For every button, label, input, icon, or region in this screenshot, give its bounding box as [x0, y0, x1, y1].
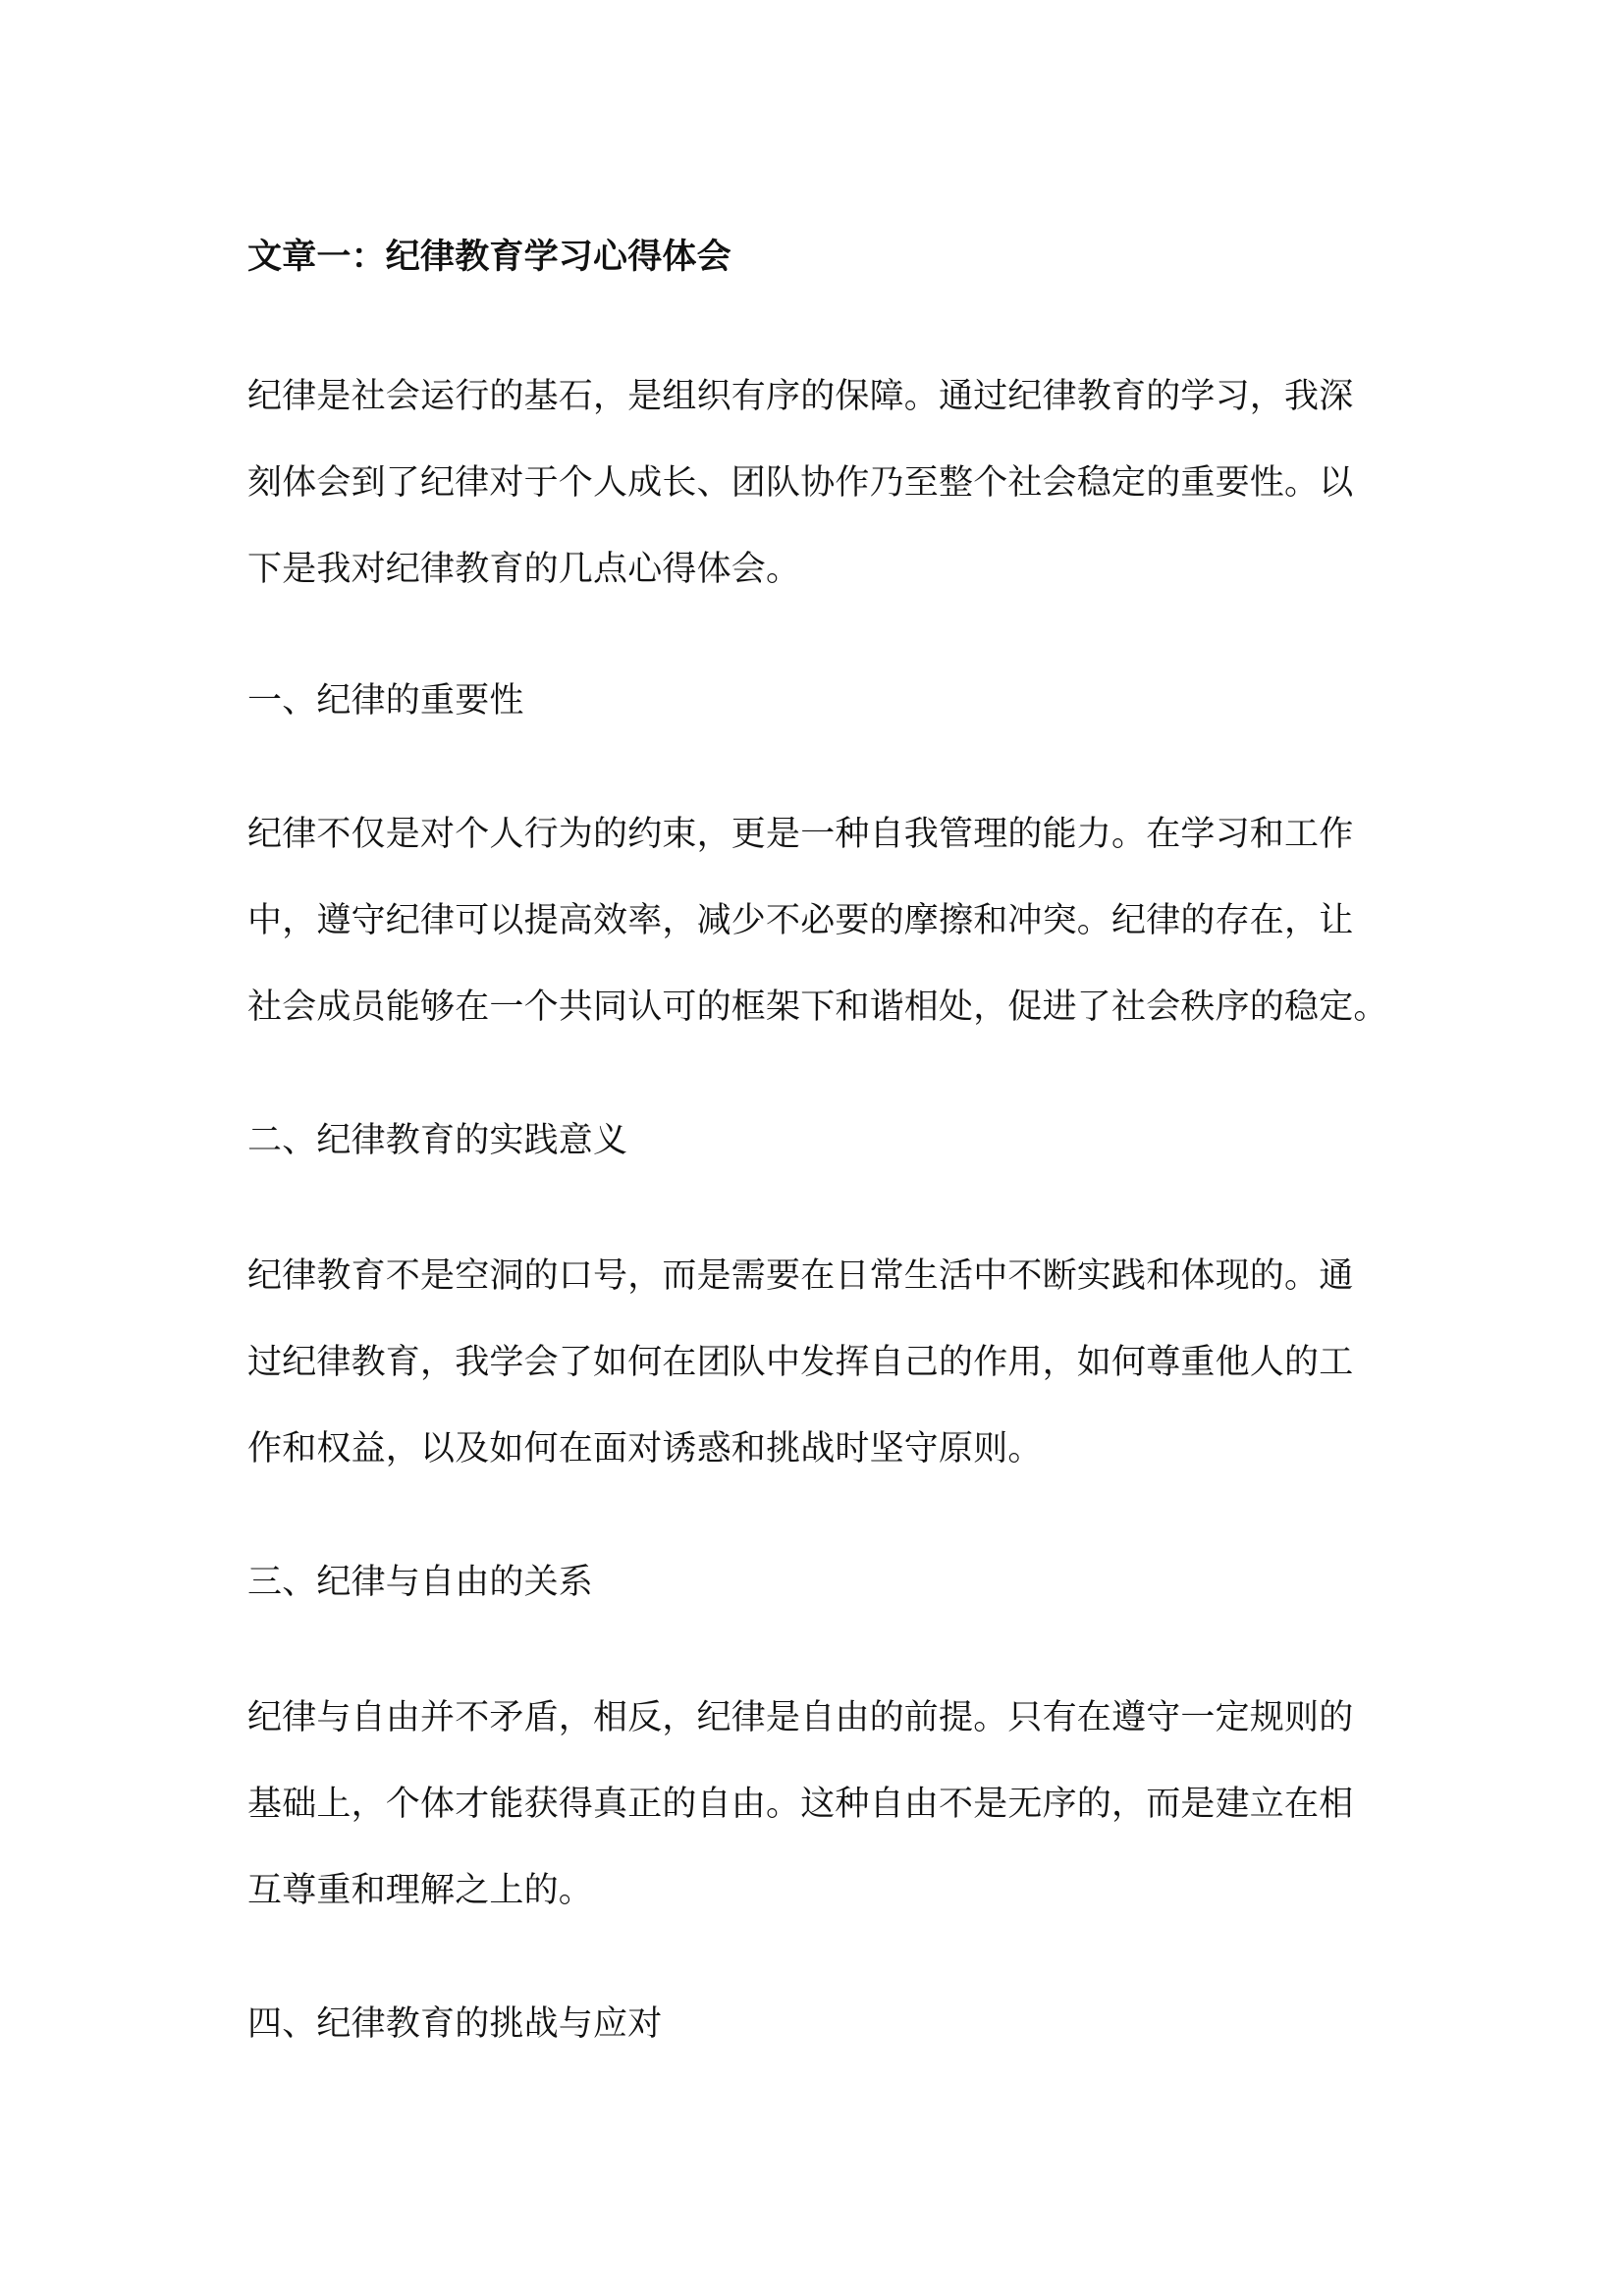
- section-2-line-3: 作和权益，以及如何在面对诱惑和挑战时坚守原则。: [247, 1429, 1043, 1468]
- section-heading-2: 二、纪律教育的实践意义: [247, 1121, 628, 1160]
- section-1-line-1: 纪律不仅是对个人行为的约束，更是一种自我管理的能力。在学习和工作: [247, 815, 1354, 854]
- intro-line-3: 下是我对纪律教育的几点心得体会。: [247, 550, 801, 589]
- document-title: 文章一：纪律教育学习心得体会: [247, 238, 731, 277]
- section-heading-4: 四、纪律教育的挑战与应对: [247, 2004, 663, 2044]
- intro-line-1: 纪律是社会运行的基石，是组织有序的保障。通过纪律教育的学习，我深: [247, 377, 1354, 416]
- section-1-line-3: 社会成员能够在一个共同认可的框架下和谐相处，促进了社会秩序的稳定。: [247, 988, 1388, 1027]
- section-2-line-1: 纪律教育不是空洞的口号，而是需要在日常生活中不断实践和体现的。通: [247, 1256, 1354, 1296]
- section-heading-3: 三、纪律与自由的关系: [247, 1563, 594, 1602]
- intro-line-2: 刻体会到了纪律对于个人成长、团队协作乃至整个社会稳定的重要性。以: [247, 463, 1354, 503]
- section-3-line-3: 互尊重和理解之上的。: [247, 1871, 594, 1910]
- section-1-line-2: 中，遵守纪律可以提高效率，减少不必要的摩擦和冲突。纪律的存在，让: [247, 901, 1354, 940]
- section-3-line-1: 纪律与自由并不矛盾，相反，纪律是自由的前提。只有在遵守一定规则的: [247, 1698, 1354, 1737]
- section-2-line-2: 过纪律教育，我学会了如何在团队中发挥自己的作用，如何尊重他人的工: [247, 1343, 1354, 1382]
- section-3-line-2: 基础上，个体才能获得真正的自由。这种自由不是无序的，而是建立在相: [247, 1785, 1354, 1824]
- section-heading-1: 一、纪律的重要性: [247, 681, 524, 721]
- document-page: [247, 0, 1386, 2296]
